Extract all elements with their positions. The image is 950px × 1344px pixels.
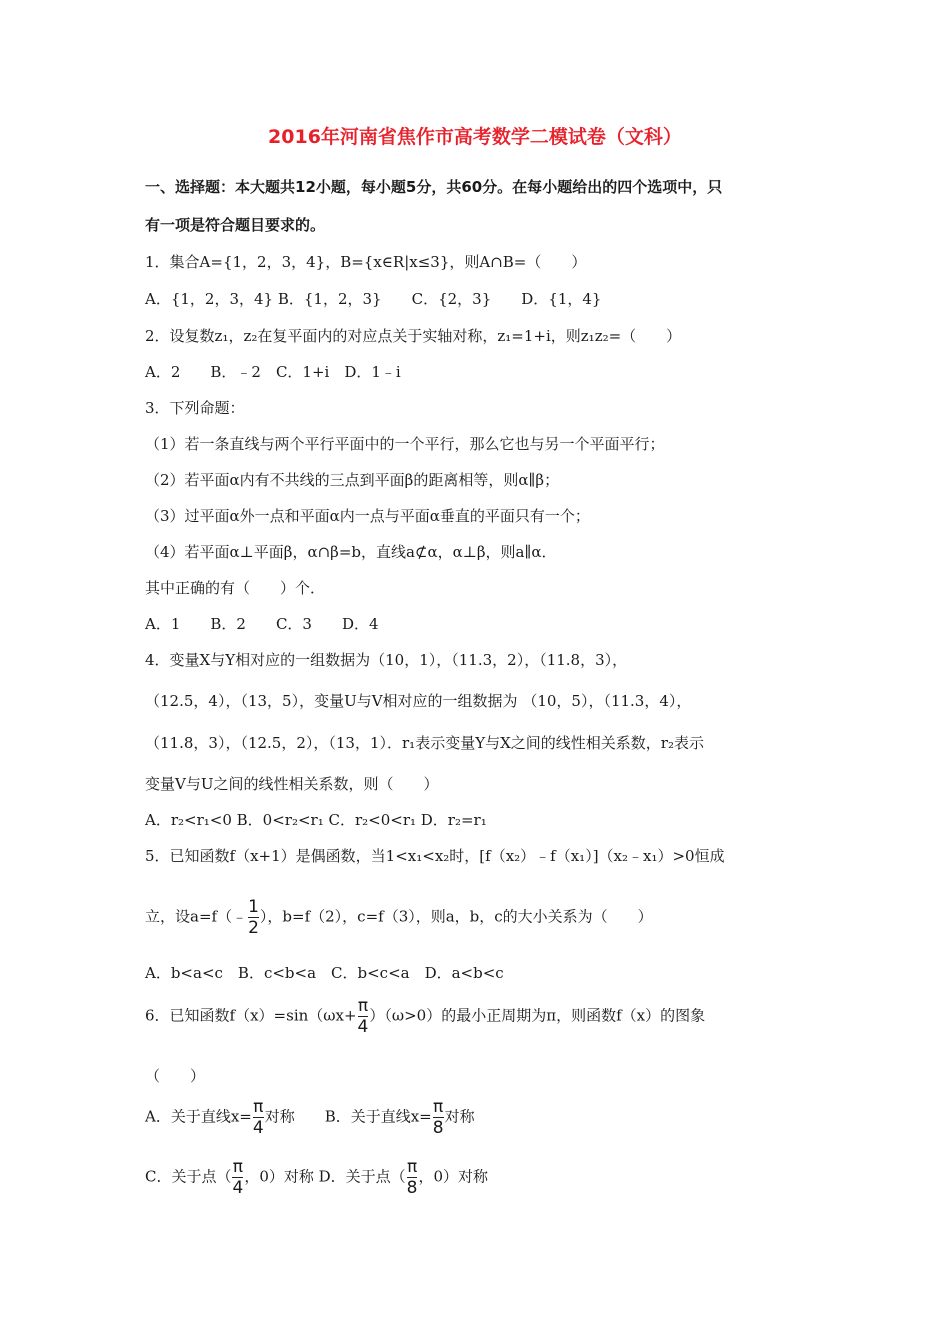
q6-option-c-end: ，0）对称 D．关于点（ — [244, 1167, 406, 1186]
fraction-numerator: π — [253, 1097, 264, 1117]
q3-ask: 其中正确的有（ ）个． — [145, 579, 326, 597]
q6-line-1 — [145, 997, 705, 1036]
q6-option-c-start: C．关于点（ — [145, 1167, 232, 1186]
fraction-pi-over-4 — [358, 997, 369, 1036]
q4-line-3: （11.8，3），（12.5，2），（13，1）．r₁表示变量Y与X之间的线性相关系数，r₂表示 — [145, 734, 704, 752]
fraction-denominator: 4 — [252, 1118, 264, 1138]
q3-proposition-3: （3）过平面α外一点和平面α内一点与平面α垂直的平面只有一个； — [145, 507, 590, 525]
q6-options-ab — [145, 1098, 475, 1137]
q3-proposition-2: （2）若平面α内有不共线的三点到平面β的距离相等，则α∥β； — [145, 471, 560, 489]
fraction-numerator: π — [232, 1157, 244, 1177]
q4-line-1: 4．变量X与Y相对应的一组数据为（10，1），（11.3，2），（11.8，3）， — [145, 651, 628, 669]
q6-line-1-start: 6．已知函数f（x）=sin（ωx+ — [145, 1006, 357, 1025]
fraction-denominator: 8 — [406, 1178, 418, 1198]
q3-options: A．1 B．2 C．3 D．4 — [145, 615, 379, 633]
q5-line-2-end: ），b=f（2），c=f（3），则a，b，c的大小关系为（ ） — [259, 907, 653, 926]
q6-option-b-end: 对称 — [444, 1107, 475, 1126]
q4-line-2: （12.5，4），（13，5），变量U与V相对应的一组数据为 （10，5），（11.3，4）， — [145, 692, 692, 710]
q5-line-2 — [145, 898, 653, 937]
fraction-denominator: 8 — [432, 1118, 444, 1138]
fraction-pi-over-8 — [433, 1098, 444, 1137]
fraction-numerator: 1 — [248, 897, 259, 917]
fraction-denominator: 2 — [248, 918, 259, 938]
q4-options: A．r₂<r₁<0 B．0<r₂<r₁ C．r₂<0<r₁ D．r₂=r₁ — [145, 811, 487, 829]
q6-options-cd — [145, 1158, 488, 1197]
q6-line-1-end: ）（ω>0）的最小正周期为π，则函数f（x）的图象 — [369, 1006, 706, 1025]
q6-line-2: （ ） — [145, 1067, 206, 1085]
q5-line-2-start: 立，设a=f（﹣ — [145, 907, 248, 926]
fraction-denominator: 4 — [232, 1178, 244, 1198]
q1-options: A．{1，2，3，4} B．{1，2，3} C．{2，3} D．{1，4} — [145, 290, 602, 308]
section-heading-line-1: 一、选择题：本大题共12小题，每小题5分，共60分。在每小题给出的四个选项中，只 — [145, 178, 723, 196]
q3-proposition-1: （1）若一条直线与两个平行平面中的一个平行，那么它也与另一个平面平行； — [145, 435, 665, 453]
fraction-denominator: 4 — [357, 1017, 369, 1037]
fraction-numerator: π — [357, 996, 369, 1016]
fraction-pi-over-4 — [253, 1098, 264, 1137]
q4-line-4: 变量V与U之间的线性相关系数，则（ ） — [145, 775, 439, 793]
q2-stem: 2．设复数z₁，z₂在复平面内的对应点关于实轴对称，z₁=1+i，则z₁z₂=（ ） — [145, 327, 682, 345]
q3-proposition-4: （4）若平面α⊥平面β，α∩β=b，直线a⊄α，α⊥β，则a∥α． — [145, 543, 557, 561]
q5-line-1: 5．已知函数f（x+1）是偶函数，当1<x₁<x₂时，[f（x₂）﹣f（x₁）]（x₂﹣x₁）>0恒成 — [145, 847, 725, 865]
fraction-pi-over-4 — [232, 1158, 243, 1197]
q5-options: A．b<a<c B．c<b<a C．b<c<a D．a<b<c — [145, 964, 504, 982]
fraction-numerator: π — [406, 1157, 418, 1177]
section-heading-line-2: 有一项是符合题目要求的。 — [145, 216, 326, 234]
fraction-numerator: π — [433, 1097, 444, 1117]
q3-stem: 3．下列命题： — [145, 399, 245, 417]
q6-option-a-end: 对称 B．关于直线x= — [264, 1107, 432, 1126]
q1-stem: 1．集合A={1，2，3，4}，B={x∈R|x≤3}，则A∩B=（ ） — [145, 253, 587, 271]
q6-option-d-end: ，0）对称 — [418, 1167, 489, 1186]
fraction-one-half — [248, 898, 259, 937]
q2-options: A．2 B．﹣2 C．1+i D．1﹣i — [145, 363, 401, 381]
fraction-pi-over-8 — [407, 1158, 418, 1197]
page-title: 2016年河南省焦作市高考数学二模试卷（文科） — [268, 126, 682, 148]
q6-option-a-start: A．关于直线x= — [145, 1107, 252, 1126]
